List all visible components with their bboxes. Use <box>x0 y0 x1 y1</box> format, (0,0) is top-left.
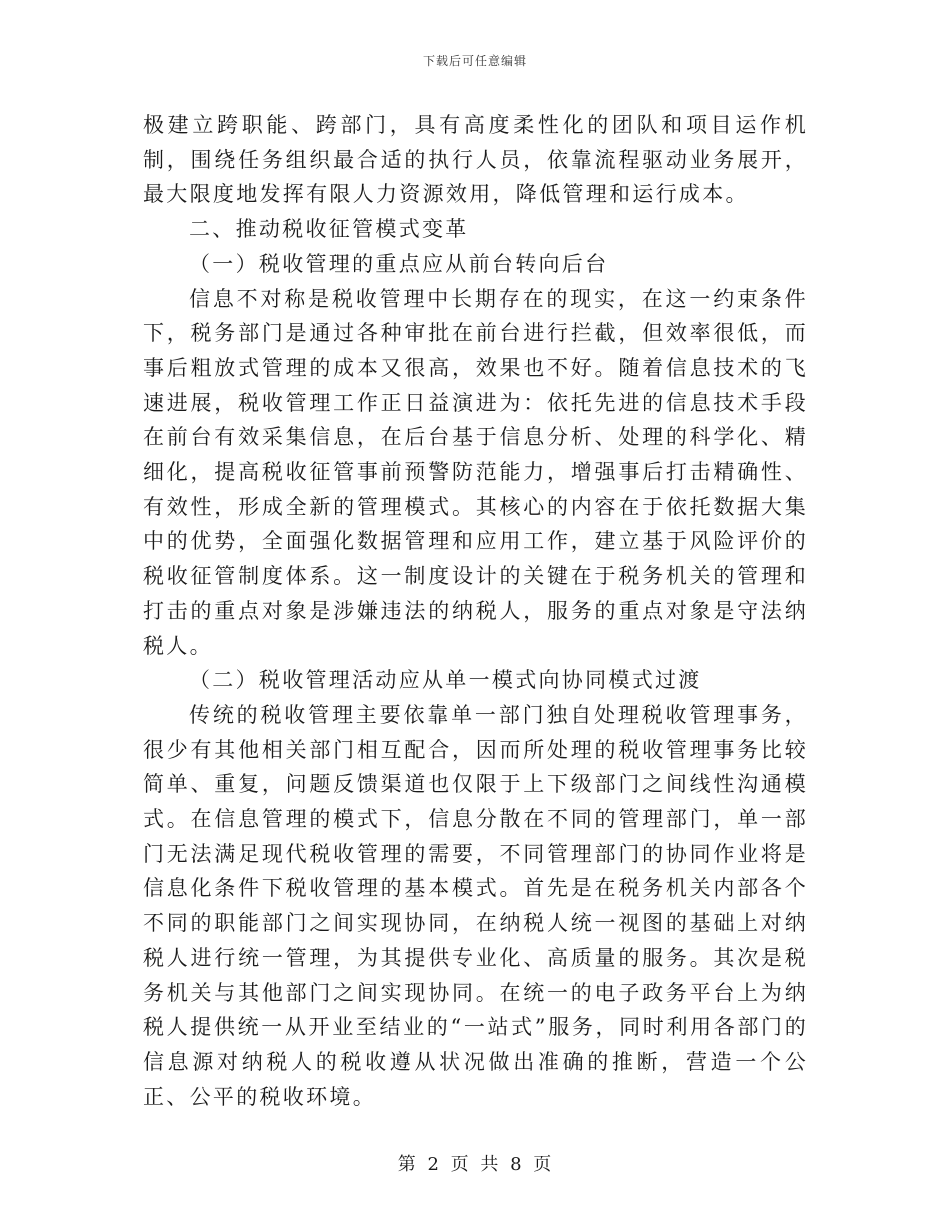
section-heading: 二、推动税收征管模式变革 <box>189 217 469 242</box>
page-header: 下载后可任意编辑 <box>422 54 527 68</box>
paragraph-1: 信息不对称是税收管理中长期存在的现实，在这一约束条件下，税务部门是通过各种审批在前台进行拦截，但效率很低，而事后粗放式管理的成本又很高，效果也不好。随着信息技术的飞速进展，税收管理工作正日益演进为：依托先进的信息技术手段在前台有效采集信息，在后台基于信息分析、处理的科学化、精细化，提高税收征管事前预警防范能力，增强事后打击精确性、有效性，形成全新的管理模式。其核心的内容在于依托数据大集中的优势，全面强化数据管理和应用工作，建立基于风险评价的税收征管制度体系。这一制度设计的关键在于税务机关的管理和打击的重点对象是涉嫌违法的纳税人，服务的重点对象是守法纳税人。 <box>143 286 808 658</box>
subsection-heading-2: （二）税收管理活动应从单一模式向协同模式过渡 <box>189 668 702 693</box>
subsection-heading-1: （一）税收管理的重点应从前台转向后台 <box>189 251 609 276</box>
paragraph-continued: 极建立跨职能、跨部门，具有高度柔性化的团队和项目运作机制，围绕任务组织最合适的执行人员，依靠流程驱动业务展开，最大限度地发挥有限人力资源效用，降低管理和运行成本。 <box>143 113 808 207</box>
document-body <box>143 108 808 1114</box>
paragraph-2: 传统的税收管理主要依靠单一部门独自处理税收管理事务，很少有其他相关部门相互配合，因而所处理的税收管理事务比较简单、重复，问题反馈渠道也仅限于上下级部门之间线性沟通模式。在信息管理的模式下，信息分散在不同的管理部门，单一部门无法满足现代税收管理的需要，不同管理部门的协同作业将是信息化条件下税收管理的基本模式。首先是在税务机关内部各个不同的职能部门之间实现协同，在纳税人统一视图的基础上对纳税人进行统一管理，为其提供专业化、高质量的服务。其次是税务机关与其他部门之间实现协同。在统一的电子政务平台上为纳税人提供统一从开业至结业的“一站式”服务，同时利用各部门的信息源对纳税人的税收遵从状况做出准确的推断，营造一个公正、公平的税收环境。 <box>143 702 808 1109</box>
page-number: 第 2 页 共 8 页 <box>397 1154 553 1175</box>
